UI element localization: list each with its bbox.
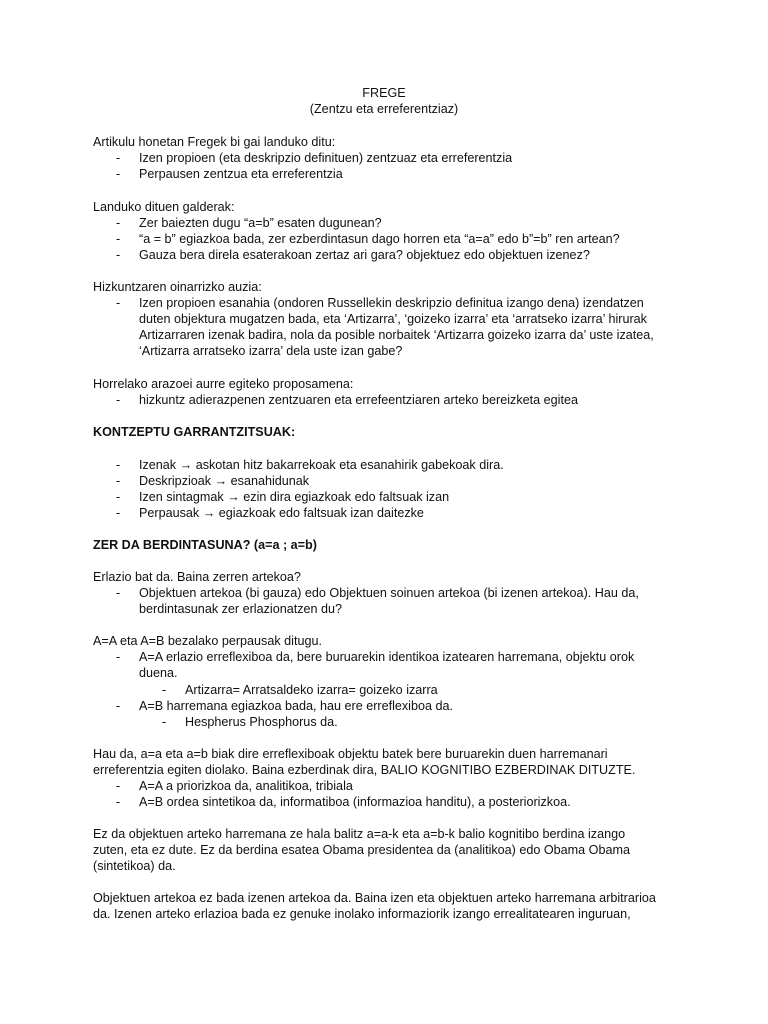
list-bullet: - [116,458,121,472]
list-item: A=B harremana egiazkoa bada, hau ere erreflexiboa da. [139,699,454,713]
list-item: Gauza bera direla esaterakoan zertaz ari gara? objektuez edo objektuen izenez? [139,248,590,262]
list-bullet: - [116,167,121,181]
list-bullet: - [116,779,121,793]
list-bullet: - [116,490,121,504]
list-item: Perpausak → egiazkoak edo faltsuak izan daitezke [139,506,424,520]
list-bullet: - [116,151,121,165]
list-bullet: - [116,296,121,310]
list-bullet: - [116,232,121,246]
paragraph-line: Ez da objektuen arteko harremana ze hala balitz a=a-k eta a=b-k balio kognitibo berdina izango [93,827,626,841]
sublist-bullet: - [162,683,167,697]
list-item: A=A a priorizkoa da, analitikoa, tribiala [139,779,353,793]
list-item: Izen sintagmak → ezin dira egiazkoak edo faltsuak izan [139,490,450,504]
list-item-line: Artizarraren izenak badira, nola da posible norbaitek ‘Artizarra goizeko izarra da’ uste izatea, [139,328,654,342]
paragraph-line: Objektuen artekoa ez bada izenen artekoa da. Baina izen eta objektuen arteko harremana arbitrarioa [93,891,656,905]
sublist-bullet: - [162,715,167,729]
list-item-line: ‘Artizarra arratseko izarra’ dela uste izan gabe? [139,344,403,358]
list-item: hizkuntz adierazpenen zentzuaren eta errefeentziaren arteko bereizketa egitea [139,393,578,407]
list-item: Zer baiezten dugu “a=b” esaten dugunean? [139,216,382,230]
concepts-heading: KONTZEPTU GARRANTZITSUAK: [93,425,296,439]
list-item: Perpausen zentzua eta erreferentzia [139,167,343,181]
intro-text: Artikulu honetan Fregek bi gai landuko ditu: [93,135,336,149]
paragraph-line: erreferentzia egiten diolako. Baina ezberdinak dira, BALIO KOGNITIBO EZBERDINAK DITUZTE. [93,763,636,777]
list-item: “a = b” egiazkoa bada, zer ezberdintasun dago horren eta “a=a” edo b”=b” ren artean? [139,232,620,246]
paragraph-line: (sintetikoa) da. [93,859,176,873]
problem-text: Hizkuntzaren oinarrizko auzia: [93,280,262,294]
sublist-item: Artizarra= Arratsaldeko izarra= goizeko izarra [185,683,438,697]
list-bullet: - [116,650,121,664]
list-bullet: - [116,393,121,407]
paragraph-line: Hau da, a=a eta a=b biak dire erreflexiboak objektu batek bere buruarekin duen harremanari [93,747,608,761]
list-bullet: - [116,795,121,809]
list-item-line: duten objektura mugatzen bada, eta ‘Artizarra’, ‘goizeko izarra’ eta ‘arratseko izarra’ hirurak [139,312,647,326]
list-item-line: A=A erlazio erreflexiboa da, bere buruarekin identikoa izatearen harremana, objektu orok [139,650,635,664]
list-item-line: Objektuen artekoa (bi gauza) edo Objektuen soinuen artekoa (bi izenen artekoa). Hau da, [139,586,639,600]
list-item-line: Izen propioen esanahia (ondoren Russellekin deskripzio definitua izango dena) izendatzen [139,296,644,310]
sublist-item: Hespherus Phosphorus da. [185,715,338,729]
questions-text: Landuko dituen galderak: [93,200,235,214]
document-subtitle: (Zentzu eta erreferentziaz) [309,102,459,116]
list-bullet: - [116,216,121,230]
list-bullet: - [116,474,121,488]
list-item: Deskripzioak → esanahidunak [139,474,310,488]
list-item-line: duena. [139,666,178,680]
identity-text: Erlazio bat da. Baina zerren artekoa? [93,570,301,584]
list-item: Izen propioen (eta deskripzio definituen) zentzuaz eta erreferentzia [139,151,513,165]
list-item-line: berdintasunak zer erlazionatzen du? [139,602,343,616]
paragraph-line: da. Izenen arteko erlazioa bada ez genuke inolako informaziorik izango errealitatearen inguruan, [93,907,631,921]
list-bullet: - [116,586,121,600]
list-bullet: - [116,506,121,520]
identity-heading: ZER DA BERDINTASUNA? (a=a ; a=b) [93,538,317,552]
proposal-text: Horrelako arazoei aurre egiteko proposamena: [93,377,354,391]
statements-text: A=A eta A=B bezalako perpausak ditugu. [93,634,322,648]
list-bullet: - [116,248,121,262]
paragraph-line: zuten, eta ez dute. Ez da berdina esatea Obama presidentea da (analitikoa) edo Obama Obama [93,843,630,857]
list-item: Izenak → askotan hitz bakarrekoak eta esanahirik gabekoak dira. [139,458,504,472]
list-item: A=B ordea sintetikoa da, informatiboa (informazioa handitu), a posteriorizkoa. [139,795,571,809]
document-title: FREGE [362,86,406,100]
list-bullet: - [116,699,121,713]
